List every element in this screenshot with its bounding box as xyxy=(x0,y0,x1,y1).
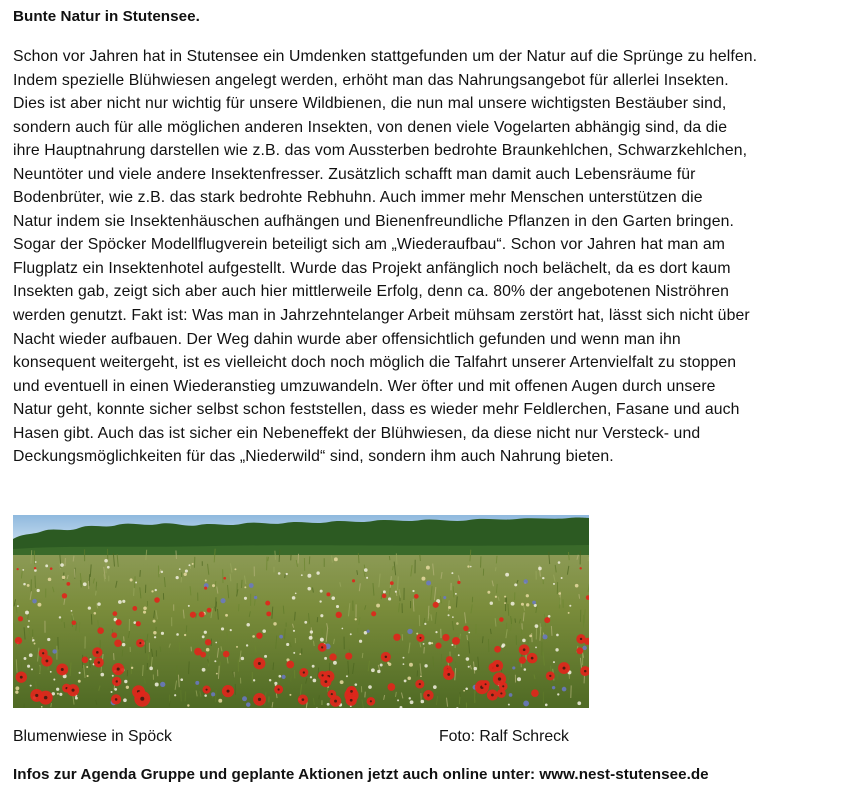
body-line: sondern auch für alle möglichen anderen Insekten, von denen viele Vogelarten abhängig sind, da die xyxy=(13,118,728,136)
body-line: Dies ist aber nicht nur wichtig für unsere Wildbienen, die nun mal unsere wichtigsten Bestäuber sind, xyxy=(13,95,727,113)
photo-credit: Foto: Ralf Schreck xyxy=(439,728,569,745)
body-line: Indem spezielle Blühwiesen angelegt werden, erhöht man das Nahrungsangebot für allerlei Insekten. xyxy=(13,71,729,89)
body-line: Natur geht, konnte sicher selbst schon feststellen, dass es wieder mehr Feldlerchen, Fasane und auch xyxy=(13,401,740,419)
body-line: Insekten gab, zeigt sich aber auch hier mittlerweile Erfolg, denn ca. 80% der angebotenen Niströhren xyxy=(13,283,730,301)
photo-caption: Blumenwiese in Spöck xyxy=(13,728,172,745)
body-line: Nacht wieder aufbauen. Der Weg dahin wurde aber offensichtlich gefunden und wenn man ihn xyxy=(13,330,681,348)
body-line: Natur indem sie Insektenhäuschen aufhängen und Bienenfreundliche Pflanzen in den Garten bringen. xyxy=(13,212,734,230)
article-title: Bunte Natur in Stutensee. xyxy=(13,8,200,25)
body-line: Neuntöter und viele andere Insektenfresser. Zusätzlich schafft man damit auch Lebensräume für xyxy=(13,165,696,183)
body-line: Hasen gibt. Auch das ist sicher ein Nebeneffekt der Blühwiesen, da diese nicht nur Versteck- und xyxy=(13,424,701,442)
body-line: werden genutzt. Fakt ist: Was man in Jahrzehntelanger Arbeit mühsam zerstört hat, lässt sich nicht über xyxy=(13,307,750,325)
body-line: Deckungsmöglichkeiten für das „Niederwild“ sind, sondern ihm auch Nahrung bieten. xyxy=(13,448,614,466)
meadow-photo xyxy=(13,515,589,708)
article-body xyxy=(13,45,848,469)
body-line: und eventuell in einen Wiederanstieg umzuwandeln. Wer öfter und mit offenen Augen durch unsere xyxy=(13,377,716,395)
body-line: ihre Hauptnahrung darstellen wie z.B. das vom Aussterben bedrohte Braunkehlchen, Schwarzkehlchen, xyxy=(13,142,748,160)
body-line: Schon vor Jahren hat in Stutensee ein Umdenken stattgefunden um der Natur auf die Sprünge zu helfen. xyxy=(13,48,758,65)
body-line: Sogar der Spöcker Modellflugverein beteiligt sich am „Wiederaufbau“. Schon vor Jahren hat man am xyxy=(13,236,726,254)
body-line: Flugplatz ein Insektenhotel aufgestellt. Wurde das Projekt anfänglich noch belächelt, da es dort kaum xyxy=(13,259,731,277)
article xyxy=(13,7,848,469)
footer-note: Infos zur Agenda Gruppe und geplante Aktionen jetzt auch online unter: www.nest-stutensee.de xyxy=(13,766,709,783)
body-line: Bodenbrüter, wie z.B. das stark bedrohte Rebhuhn. Auch immer mehr Menschen unterstützen die xyxy=(13,189,703,207)
body-line: konsequent weitergeht, ist es vielleicht doch noch möglich die Talfahrt unserer Artenvielfalt zu stoppen xyxy=(13,354,737,372)
